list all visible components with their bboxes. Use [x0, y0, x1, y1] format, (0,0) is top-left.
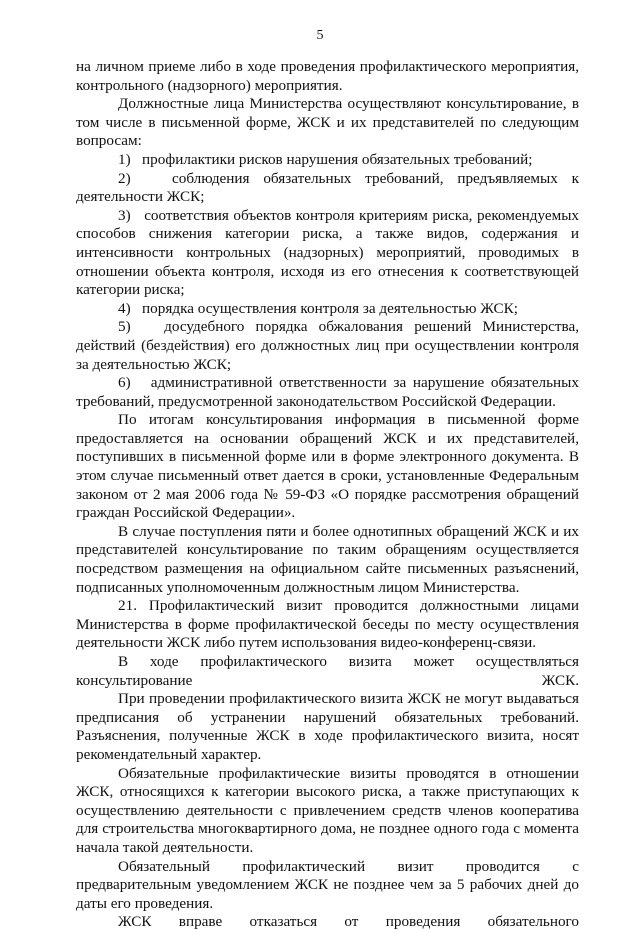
list-item-3: 3) соответствия объектов контроля критериям риска, рекомендуемых способов снижения категории риска, а также видов, содержания и интенсивности контрольных (надзорных) мероприятий, проводимых в отношении объекта контроля, исходя из его отнесения к соответствующей категории риска; — [76, 206, 579, 299]
list-item-4: 4) порядка осуществления контроля за деятельностью ЖСК; — [118, 299, 519, 317]
list-item-5: 5) досудебного порядка обжалования решений Министерства, действий (бездействия) его должностных лиц при осуществлении контроля за деятельностью ЖСК; — [76, 318, 579, 373]
paragraph-section-21: 21. Профилактический визит проводится должностными лицами Министерства в форме профилактической беседы по месту осуществления деятельности ЖСК либо путем использования видео-конференц-связи. — [76, 597, 579, 652]
paragraph-refusal: ЖСК вправе отказаться от проведения обязательного — [118, 913, 579, 931]
paragraph-visit-consulting: В ходе профилактического визита может осуществляться консультирование ЖСК. — [76, 653, 579, 689]
list-item-2: 2) соблюдения обязательных требований, предъявляемых к деятельности ЖСК; — [76, 169, 579, 206]
paragraph-visit-notice: Обязательный профилактический визит проводится с предварительным уведомлением ЖСК не позднее чем за 5 рабочих дней до даты его проведения. — [76, 857, 579, 912]
paragraph-visit-no-orders: При проведении профилактического визита ЖСК не могут выдаваться предписания об устранении нарушений обязательных требований. Разъяснения, полученные ЖСК в ходе профилактического визита, носят рекомендательный характер. — [76, 690, 579, 763]
document-body — [76, 58, 579, 932]
paragraph-similar-requests: В случае поступления пяти и более однотипных обращений ЖСК и их представителей консультирование по таким обращениям осуществляется посредством размещения на официальном сайте письменных разъяснений, подписанных уполномоченным должностным лицом Министерства. — [76, 522, 579, 596]
paragraph-continuation: на личном приеме либо в ходе проведения профилактического мероприятия, контрольного (надзорного) мероприятия. — [76, 58, 579, 94]
paragraph-written-answer: По итогам консультирования информация в письменной форме предоставляется на основании обращений ЖСК и их представителей, поступивших в письменной форме или в форме электронного документа. В этом случае письменный ответ дается в сроки, установленные Федеральным законом от 2 мая 2006 года № 59-ФЗ «О порядке рассмотрения обращений граждан Российской Федерации». — [76, 411, 579, 522]
list-item-1: 1) профилактики рисков нарушения обязательных требований; — [118, 150, 533, 168]
list-item-6: 6) административной ответственности за нарушение обязательных требований, предусмотренной законодательством Российской Федерации. — [76, 374, 579, 410]
paragraph-mandatory-visits: Обязательные профилактические визиты проводятся в отношении ЖСК, относящихся к категории высокого риска, а также приступающих к осуществлению деятельности с привлечением средств членов кооператива для строительства многоквартирного дома, не позднее одного года с момента начала такой деятельности. — [76, 764, 579, 856]
paragraph-consulting-intro: Должностные лица Министерства осуществляют консультирование, в том числе в письменной форме, ЖСК и их представителей по следующим вопросам: — [76, 95, 579, 150]
page-number: 5 — [316, 28, 324, 43]
